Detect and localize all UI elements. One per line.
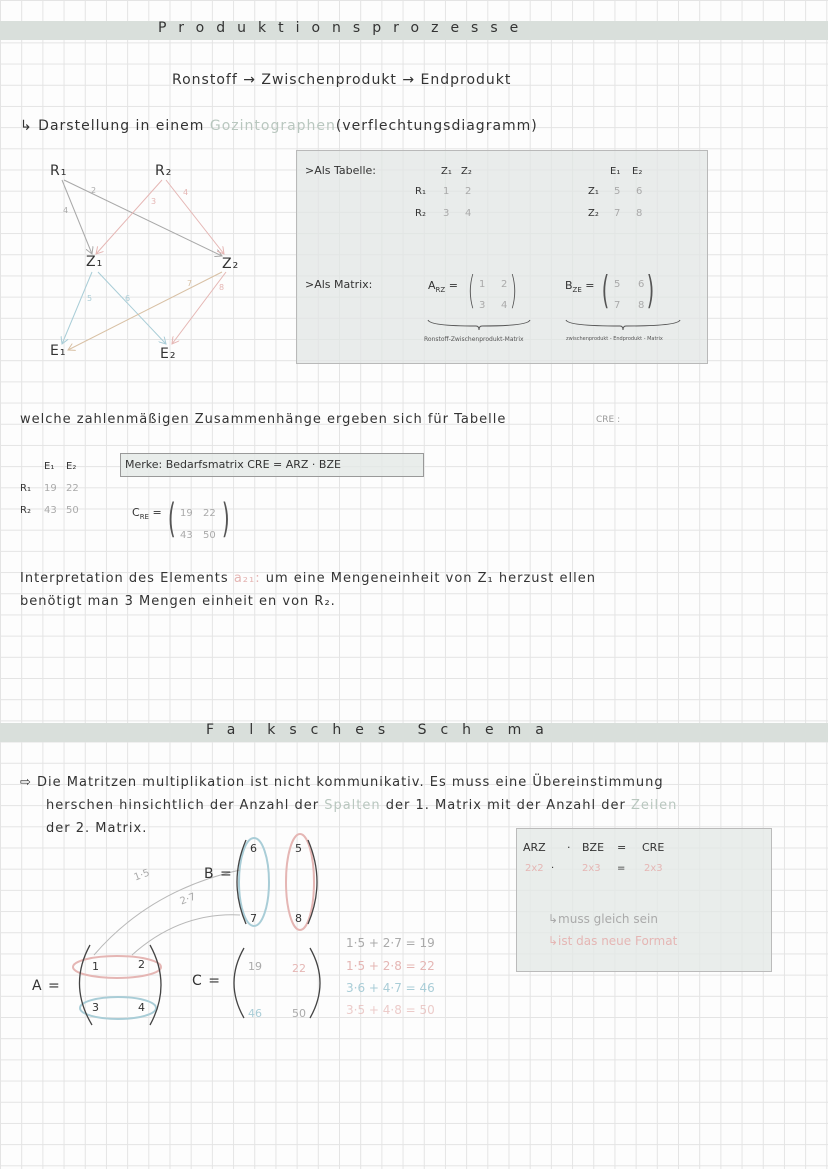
arz-paren-left: ( <box>467 268 476 312</box>
ze-cell: 7 <box>614 208 621 219</box>
bze-cell: 8 <box>638 300 645 311</box>
calc-line: 3·6 + 4·7 = 46 <box>346 981 435 995</box>
arc-1 <box>94 867 240 955</box>
format-header: ARZ <box>523 841 546 854</box>
matrix-label: >Als Matrix: <box>305 278 373 291</box>
re-row-label: R₂ <box>20 505 31 516</box>
interpretation-line1: Interpretation des Elements a₂₁: um eine Mengeneinheit von Z₁ herzust ellen <box>20 571 596 586</box>
bze-paren-left: ( <box>601 268 610 312</box>
rz-col: Z₁ <box>441 166 452 177</box>
arz-cell: 3 <box>479 300 486 311</box>
re-col: E₂ <box>66 461 77 472</box>
table-label: >Als Tabelle: <box>305 164 377 177</box>
re-row-label: R₁ <box>20 483 31 494</box>
interpretation-line2: benötigt man 3 Mengen einheit en von R₂. <box>20 594 336 609</box>
c-cell: 50 <box>292 1007 306 1020</box>
rz-col: Z₂ <box>461 166 472 177</box>
section2-title: Falksches Schema <box>206 722 558 738</box>
cre-name: $C_{RE}$ = <box>132 506 162 522</box>
edge-label-z2e1: 7 <box>187 279 193 288</box>
rz-cell: 4 <box>465 208 472 219</box>
re-cell: 43 <box>44 505 57 516</box>
node-z2: Z₂ <box>222 256 240 272</box>
edge-label-r2z1: 3 <box>151 197 157 206</box>
c-right-bracket <box>310 948 320 1018</box>
bze-cell: 5 <box>614 279 621 290</box>
format-header: · <box>567 841 571 854</box>
bze-cell: 6 <box>638 279 645 290</box>
b-cell: 6 <box>250 842 257 855</box>
arz-cell: 1 <box>479 279 486 290</box>
node-r1: R₁ <box>50 163 68 179</box>
b-label: B = <box>204 866 233 882</box>
edge-label-r2z2: 4 <box>183 188 189 197</box>
ze-row-label: Z₂ <box>588 208 599 219</box>
arc-label-1: 1·5 <box>132 867 152 884</box>
arz-paren-right: ) <box>509 268 518 312</box>
edge-label-z1e2: 6 <box>125 294 131 303</box>
bze-paren-right: ) <box>646 268 655 312</box>
cre-cell: 43 <box>180 530 193 541</box>
merke-text: Merke: Bedarfsmatrix CRE = ARZ · BZE <box>125 458 341 471</box>
re-col: E₁ <box>44 461 55 472</box>
edge-label-z2e2: 8 <box>219 283 225 292</box>
a-cell: 2 <box>138 958 145 971</box>
page-title: Produktionsprozesse <box>158 20 531 36</box>
c-left-bracket <box>234 948 244 1018</box>
c-label: C = <box>192 973 221 989</box>
cre-cell: 22 <box>203 508 216 519</box>
intro-line: ↳ Darstellung in einem Gozintographen(verflechtungsdiagramm) <box>20 118 538 134</box>
ze-cell: 6 <box>636 186 643 197</box>
rz-row-label: R₁ <box>415 186 426 197</box>
b-cell: 8 <box>295 912 302 925</box>
calc-line: 1·5 + 2·7 = 19 <box>346 936 435 950</box>
rule-line2: herschen hinsichtlich der Anzahl der Spalten der 1. Matrix mit der Anzahl der Zeilen <box>46 798 678 813</box>
ze-cell: 8 <box>636 208 643 219</box>
flow-line: Ronstoff → Zwischenprodukt → Endprodukt <box>172 72 512 88</box>
format-dim: = <box>617 863 626 874</box>
b-right-bracket <box>308 840 317 924</box>
rz-row-label: R₂ <box>415 208 426 219</box>
node-z1: Z₁ <box>86 254 104 270</box>
rule-line3: der 2. Matrix. <box>46 821 148 836</box>
question-text: welche zahlenmäßigen Zusammenhänge ergeben sich für Tabelle <box>20 412 507 427</box>
edge-label-r1z1: 4 <box>63 206 69 215</box>
rz-cell: 1 <box>443 186 450 197</box>
format-note2: ↳ist das neue Format <box>548 934 678 948</box>
node-e1: E₁ <box>50 343 67 359</box>
b-cell: 5 <box>295 842 302 855</box>
bze-name: $B_{ZE}$ = <box>565 279 595 295</box>
cre-cell: 50 <box>203 530 216 541</box>
a-cell: 4 <box>138 1001 145 1014</box>
format-dim: 2x2 <box>525 863 544 874</box>
edge-label-z1e1: 5 <box>87 294 93 303</box>
arc-label-2: 2·7 <box>178 891 198 908</box>
format-header: BZE <box>582 841 605 854</box>
c-cell: 22 <box>292 962 306 975</box>
rz-cell: 2 <box>465 186 472 197</box>
arz-caption: Ronstoff-Zwischenprodukt-Matrix <box>424 336 524 343</box>
arc-2 <box>132 915 240 955</box>
a-cell: 1 <box>92 960 99 973</box>
format-dim: · <box>551 863 555 874</box>
re-cell: 50 <box>66 505 79 516</box>
node-r2: R₂ <box>155 163 173 179</box>
edge-label-r1z2: 2 <box>91 186 97 195</box>
cre-paren-left: ( <box>167 496 176 542</box>
a-row1-ellipse <box>73 956 161 978</box>
format-note1: ↳muss gleich sein <box>548 912 658 926</box>
a-label: A = <box>32 978 61 994</box>
ze-col: E₁ <box>610 166 621 177</box>
calc-line: 1·5 + 2·8 = 22 <box>346 959 435 973</box>
a-left-bracket <box>79 945 92 1025</box>
arz-cell: 4 <box>501 300 508 311</box>
cre-paren-right: ) <box>221 496 230 542</box>
arz-name: $A_{RZ}$ = <box>428 279 458 295</box>
a-cell: 3 <box>92 1001 99 1014</box>
ze-cell: 5 <box>614 186 621 197</box>
re-cell: 22 <box>66 483 79 494</box>
question-cre: CRE : <box>596 415 621 425</box>
ze-row-label: Z₁ <box>588 186 599 197</box>
rz-cell: 3 <box>443 208 450 219</box>
calc-line: 3·5 + 4·8 = 50 <box>346 1003 435 1017</box>
arz-cell: 2 <box>501 279 508 290</box>
b-cell: 7 <box>250 912 257 925</box>
c-cell: 19 <box>248 960 262 973</box>
format-header: CRE <box>642 841 665 854</box>
node-e2: E₂ <box>160 346 177 362</box>
re-cell: 19 <box>44 483 57 494</box>
bze-cell: 7 <box>614 300 621 311</box>
format-dim: 2x3 <box>582 863 601 874</box>
format-header: = <box>617 841 627 854</box>
c-cell: 46 <box>248 1007 262 1020</box>
cre-cell: 19 <box>180 508 193 519</box>
format-dim: 2x3 <box>644 863 663 874</box>
bze-caption: zwischenprodukt - Endprodukt - Matrix <box>566 336 663 342</box>
ze-col: E₂ <box>632 166 643 177</box>
rule-line1: ⇨ Die Matritzen multiplikation ist nicht kommunikativ. Es muss eine Übereinstimmung <box>20 775 664 790</box>
